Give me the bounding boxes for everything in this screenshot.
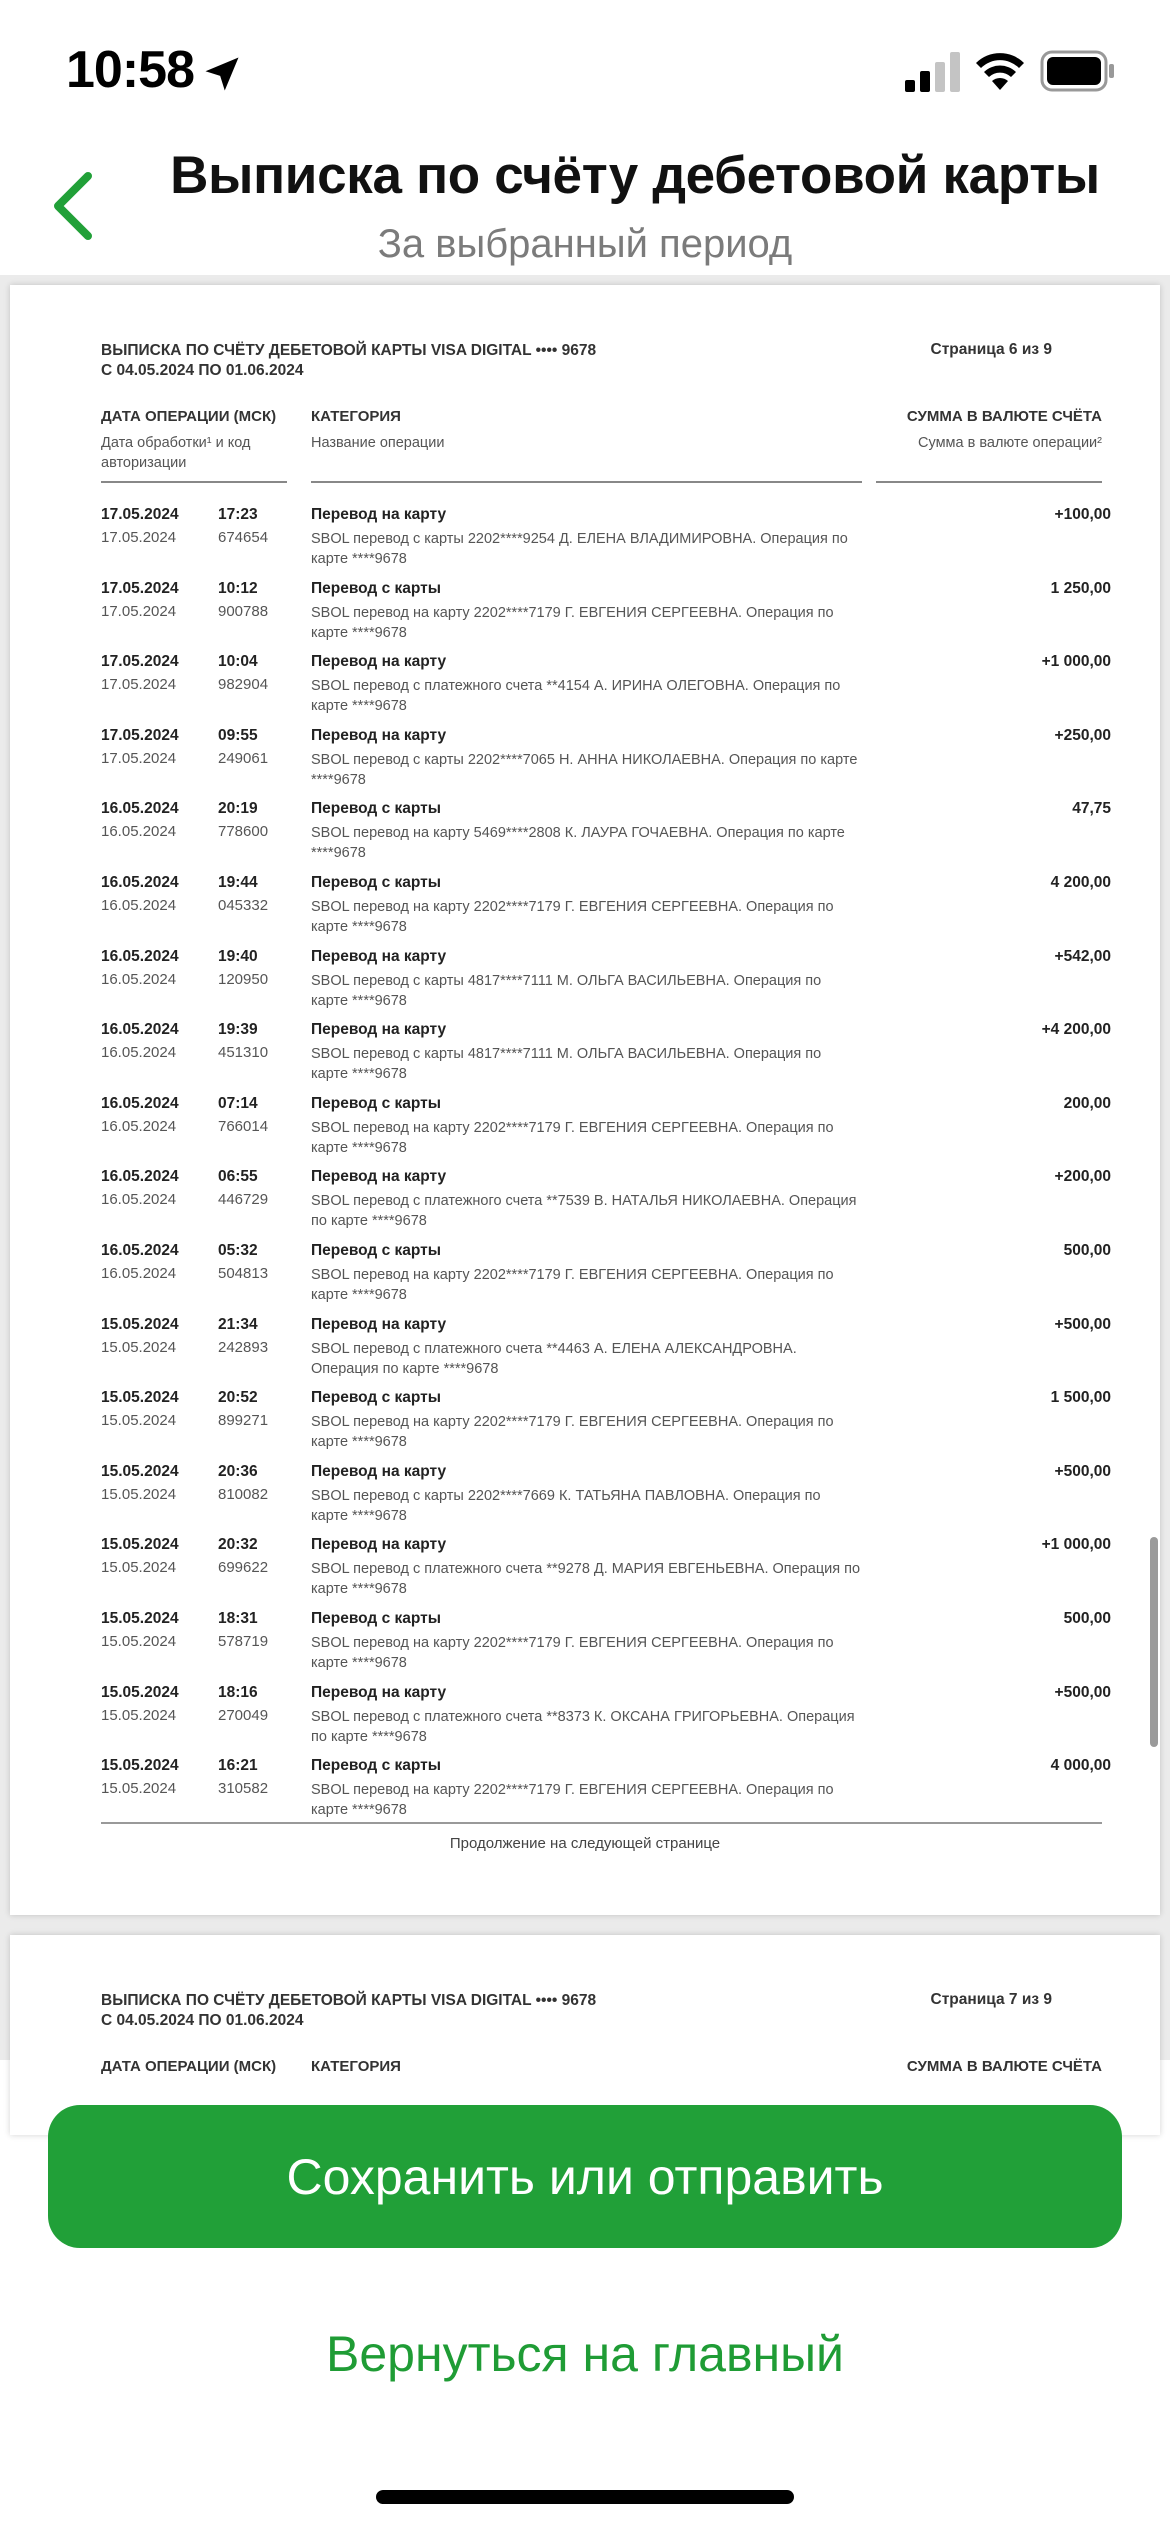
row-date: 17.05.2024 xyxy=(101,579,179,597)
row-time: 20:19 xyxy=(218,800,258,818)
row-processing-date: 16.05.2024 xyxy=(101,1264,177,1282)
row-date: 17.05.2024 xyxy=(101,653,179,671)
row-category: Перевод на карту xyxy=(311,1462,447,1480)
statement-page xyxy=(10,285,1160,1915)
row-amount: +500,00 xyxy=(1054,1683,1111,1701)
statement-title: ВЫПИСКА ПО СЧЁТУ ДЕБЕТОВОЙ КАРТЫ VISA DIGITAL •••• 9678 С 04.05.2024 ПО 01.06.2024 xyxy=(101,1992,597,2029)
statement-title: ВЫПИСКА ПО СЧЁТУ ДЕБЕТОВОЙ КАРТЫ VISA DIGITAL •••• 9678 С 04.05.2024 ПО 01.06.2024 xyxy=(101,342,597,379)
table-row xyxy=(101,1463,1111,1537)
row-time: 18:16 xyxy=(218,1683,258,1701)
row-amount: 500,00 xyxy=(1063,1609,1111,1627)
row-date: 16.05.2024 xyxy=(101,873,179,891)
row-auth-code: 899271 xyxy=(218,1412,269,1430)
row-date: 16.05.2024 xyxy=(101,947,179,965)
cellular-signal-icon xyxy=(905,52,961,92)
scrollbar[interactable] xyxy=(1150,1537,1158,1747)
row-processing-date: 15.05.2024 xyxy=(101,1780,177,1798)
row-processing-date: 16.05.2024 xyxy=(101,970,177,988)
row-description: SBOL перевод на карту 2202****7179 Г. ЕВГЕНИЯ СЕРГЕЕВНА. Операция по карте ****9678 xyxy=(311,1634,834,1671)
table-row xyxy=(101,1757,1111,1831)
row-auth-code: 504813 xyxy=(218,1264,269,1282)
row-date: 15.05.2024 xyxy=(101,1757,179,1775)
row-time: 07:14 xyxy=(218,1094,258,1112)
table-row xyxy=(101,506,1111,580)
row-description: SBOL перевод на карту 2202****7179 Г. ЕВГЕНИЯ СЕРГЕЕВНА. Операция по карте ****9678 xyxy=(311,1414,834,1451)
row-time: 20:36 xyxy=(218,1462,258,1480)
row-time: 16:21 xyxy=(218,1757,258,1775)
row-category: Перевод на карту xyxy=(311,1168,447,1186)
row-auth-code: 270049 xyxy=(218,1706,269,1724)
row-date: 15.05.2024 xyxy=(101,1536,179,1554)
table-row xyxy=(101,1316,1111,1390)
row-date: 15.05.2024 xyxy=(101,1683,179,1701)
table-row xyxy=(101,800,1111,874)
battery-icon xyxy=(1040,50,1116,92)
row-description: SBOL перевод с платежного счета **9278 Д. МАРИЯ ЕВГЕНЬЕВНА. Операция по карте ****9678 xyxy=(311,1561,861,1598)
row-time: 20:52 xyxy=(218,1389,258,1407)
row-amount: +500,00 xyxy=(1054,1462,1111,1480)
row-category: Перевод на карту xyxy=(311,653,447,671)
row-description: SBOL перевод на карту 2202****7179 Г. ЕВГЕНИЯ СЕРГЕЕВНА. Операция по карте ****9678 xyxy=(311,1266,834,1303)
row-auth-code: 249061 xyxy=(218,749,269,767)
row-category: Перевод на карту xyxy=(311,506,447,523)
row-date: 16.05.2024 xyxy=(101,800,179,818)
row-processing-date: 15.05.2024 xyxy=(101,1412,177,1430)
column-header-amount: СУММА В ВАЛЮТЕ СЧЁТА xyxy=(906,408,1102,425)
row-time: 19:39 xyxy=(218,1021,258,1039)
row-auth-code: 900788 xyxy=(218,602,269,620)
row-amount: +100,00 xyxy=(1054,506,1111,523)
row-auth-code: 578719 xyxy=(218,1632,269,1650)
row-category: Перевод с карты xyxy=(311,1094,441,1112)
page-subtitle: За выбранный период xyxy=(377,222,793,266)
row-date: 16.05.2024 xyxy=(101,1241,179,1259)
row-date: 16.05.2024 xyxy=(101,1094,179,1112)
column-subheader-date: Дата обработки¹ и код авторизации xyxy=(101,435,251,471)
row-amount: 500,00 xyxy=(1063,1241,1111,1259)
row-description: SBOL перевод на карту 5469****2808 К. ЛАУРА ГОЧАЕВНА. Операция по карте ****9678 xyxy=(311,825,845,862)
row-description: SBOL перевод с платежного счета **4463 А. ЕЛЕНА АЛЕКСАНДРОВНА. Операция по карте ****9678 xyxy=(311,1340,797,1377)
row-time: 06:55 xyxy=(218,1168,258,1186)
table-row xyxy=(101,1684,1111,1758)
row-category: Перевод на карту xyxy=(311,726,447,744)
row-time: 10:12 xyxy=(218,579,258,597)
row-processing-date: 16.05.2024 xyxy=(101,1191,177,1209)
row-time: 17:23 xyxy=(218,506,258,523)
row-amount: +500,00 xyxy=(1054,1315,1111,1333)
row-category: Перевод с карты xyxy=(311,800,441,818)
row-auth-code: 982904 xyxy=(218,676,269,694)
column-subheader-category: Название операции xyxy=(311,435,445,451)
row-date: 16.05.2024 xyxy=(101,1168,179,1186)
page-number: Страница 7 из 9 xyxy=(930,1991,1052,2008)
row-auth-code: 778600 xyxy=(218,823,269,841)
row-description: SBOL перевод с карты 2202****7669 К. ТАТЬЯНА ПАВЛОВНА. Операция по карте ****9678 xyxy=(311,1487,821,1524)
row-description: SBOL перевод на карту 2202****7179 Г. ЕВГЕНИЯ СЕРГЕЕВНА. Операция по карте ****9678 xyxy=(311,604,834,641)
divider xyxy=(101,481,287,483)
row-category: Перевод на карту xyxy=(311,947,447,965)
row-amount: +1 000,00 xyxy=(1041,653,1111,671)
table-row xyxy=(101,727,1111,801)
row-auth-code: 451310 xyxy=(218,1044,269,1062)
row-category: Перевод с карты xyxy=(311,1241,441,1259)
row-time: 10:04 xyxy=(218,653,258,671)
row-amount: 4 000,00 xyxy=(1050,1757,1111,1775)
row-processing-date: 15.05.2024 xyxy=(101,1485,177,1503)
location-arrow-icon xyxy=(200,52,244,96)
table-row xyxy=(101,580,1111,654)
row-processing-date: 15.05.2024 xyxy=(101,1559,177,1577)
status-time: 10:58 xyxy=(66,41,194,99)
row-date: 15.05.2024 xyxy=(101,1609,179,1627)
row-date: 16.05.2024 xyxy=(101,1021,179,1039)
row-description: SBOL перевод с карты 4817****7111 М. ОЛЬГА ВАСИЛЬЕВНА. Операция по карте ****9678 xyxy=(311,972,822,1009)
row-auth-code: 242893 xyxy=(218,1338,269,1356)
row-processing-date: 17.05.2024 xyxy=(101,602,177,620)
row-amount: 4 200,00 xyxy=(1050,873,1111,891)
row-category: Перевод на карту xyxy=(311,1683,447,1701)
row-description: SBOL перевод с карты 2202****9254 Д. ЕЛЕНА ВЛАДИМИРОВНА. Операция по карте ****9678 xyxy=(311,531,848,567)
row-auth-code: 446729 xyxy=(218,1191,269,1209)
row-description: SBOL перевод с карты 2202****7065 Н. АННА НИКОЛАЕВНА. Операция по карте ****9678 xyxy=(311,751,858,788)
row-auth-code: 810082 xyxy=(218,1485,269,1503)
row-time: 18:31 xyxy=(218,1609,258,1627)
wifi-icon xyxy=(975,48,1025,92)
row-auth-code: 120950 xyxy=(218,970,269,988)
row-description: SBOL перевод на карту 2202****7179 Г. ЕВГЕНИЯ СЕРГЕЕВНА. Операция по карте ****9678 xyxy=(311,1119,834,1156)
row-processing-date: 15.05.2024 xyxy=(101,1632,177,1650)
row-description: SBOL перевод с платежного счета **8373 К. ОКСАНА ГРИГОРЬЕВНА. Операция по карте ****9678 xyxy=(311,1708,855,1745)
row-description: SBOL перевод с платежного счета **4154 А. ИРИНА ОЛЕГОВНА. Операция по карте ****9678 xyxy=(311,678,841,715)
table-row xyxy=(101,1389,1111,1463)
save-or-send-button[interactable]: Сохранить или отправить xyxy=(48,2105,1122,2248)
row-date: 15.05.2024 xyxy=(101,1315,179,1333)
row-category: Перевод на карту xyxy=(311,1315,447,1333)
row-date: 17.05.2024 xyxy=(101,726,179,744)
row-amount: +542,00 xyxy=(1054,947,1111,965)
row-processing-date: 15.05.2024 xyxy=(101,1338,177,1356)
row-time: 20:32 xyxy=(218,1536,258,1554)
row-amount: +4 200,00 xyxy=(1041,1021,1111,1039)
row-time: 05:32 xyxy=(218,1241,258,1259)
row-description: SBOL перевод на карту 2202****7179 Г. ЕВГЕНИЯ СЕРГЕЕВНА. Операция по карте ****9678 xyxy=(311,898,834,935)
transactions-list xyxy=(101,506,1111,1831)
divider xyxy=(311,481,862,483)
divider xyxy=(876,481,1102,483)
page-title: Выписка по счёту дебетовой карты xyxy=(170,146,1100,205)
row-description: SBOL перевод с платежного счета **7539 В. НАТАЛЬЯ НИКОЛАЕВНА. Операция по карте ****9678 xyxy=(311,1193,857,1230)
row-processing-date: 17.05.2024 xyxy=(101,676,177,694)
row-category: Перевод на карту xyxy=(311,1021,447,1039)
row-auth-code: 766014 xyxy=(218,1117,269,1135)
row-processing-date: 16.05.2024 xyxy=(101,896,177,914)
row-processing-date: 16.05.2024 xyxy=(101,823,177,841)
table-row xyxy=(101,1610,1111,1684)
status-bar xyxy=(0,0,1170,150)
row-amount: +200,00 xyxy=(1054,1168,1111,1186)
statement-viewer[interactable] xyxy=(0,275,1170,2075)
row-category: Перевод с карты xyxy=(311,1389,441,1407)
column-header-category: КАТЕГОРИЯ xyxy=(311,408,401,425)
row-auth-code: 310582 xyxy=(218,1780,269,1798)
row-category: Перевод с карты xyxy=(311,579,441,597)
row-description: SBOL перевод с карты 4817****7111 М. ОЛЬГА ВАСИЛЬЕВНА. Операция по карте ****9678 xyxy=(311,1046,822,1083)
column-header-amount: СУММА В ВАЛЮТЕ СЧЁТА xyxy=(906,2058,1102,2075)
back-to-home-button[interactable]: Вернуться на главный xyxy=(326,2326,844,2382)
row-processing-date: 17.05.2024 xyxy=(101,529,177,546)
row-time: 09:55 xyxy=(218,726,258,744)
row-time: 21:34 xyxy=(218,1315,258,1333)
column-header-date: ДАТА ОПЕРАЦИИ (МСК) xyxy=(101,408,277,425)
table-row xyxy=(101,1021,1111,1095)
table-row xyxy=(101,1536,1111,1610)
row-date: 15.05.2024 xyxy=(101,1389,179,1407)
row-category: Перевод с карты xyxy=(311,1609,441,1627)
row-amount: 47,75 xyxy=(1072,800,1111,818)
row-auth-code: 674654 xyxy=(218,529,269,546)
row-category: Перевод с карты xyxy=(311,1757,441,1775)
column-header-category: КАТЕГОРИЯ xyxy=(311,2058,401,2075)
row-amount: 200,00 xyxy=(1063,1094,1111,1112)
row-auth-code: 045332 xyxy=(218,896,269,914)
column-subheader-amount: Сумма в валюте операции² xyxy=(918,435,1102,451)
row-processing-date: 16.05.2024 xyxy=(101,1044,177,1062)
page-number: Страница 6 из 9 xyxy=(930,341,1052,358)
row-date: 15.05.2024 xyxy=(101,1462,179,1480)
continue-note: Продолжение на следующей странице xyxy=(449,1835,721,1852)
row-date: 17.05.2024 xyxy=(101,506,179,523)
row-description: SBOL перевод на карту 2202****7179 Г. ЕВГЕНИЯ СЕРГЕЕВНА. Операция по карте ****9678 xyxy=(311,1782,834,1819)
table-row xyxy=(101,874,1111,948)
table-row xyxy=(101,1242,1111,1316)
row-processing-date: 15.05.2024 xyxy=(101,1706,177,1724)
row-processing-date: 16.05.2024 xyxy=(101,1117,177,1135)
table-row xyxy=(101,948,1111,1022)
row-amount: 1 500,00 xyxy=(1050,1389,1111,1407)
row-time: 19:40 xyxy=(218,947,258,965)
row-amount: +250,00 xyxy=(1054,726,1111,744)
column-header-date: ДАТА ОПЕРАЦИИ (МСК) xyxy=(101,2058,277,2075)
row-time: 19:44 xyxy=(218,873,258,891)
table-row xyxy=(101,1168,1111,1242)
row-amount: +1 000,00 xyxy=(1041,1536,1111,1554)
row-category: Перевод на карту xyxy=(311,1536,447,1554)
home-indicator xyxy=(376,2490,794,2504)
table-row xyxy=(101,1095,1111,1169)
row-processing-date: 17.05.2024 xyxy=(101,749,177,767)
row-category: Перевод с карты xyxy=(311,873,441,891)
row-amount: 1 250,00 xyxy=(1050,579,1111,597)
row-auth-code: 699622 xyxy=(218,1559,269,1577)
table-row xyxy=(101,653,1111,727)
divider xyxy=(101,1822,1102,1824)
